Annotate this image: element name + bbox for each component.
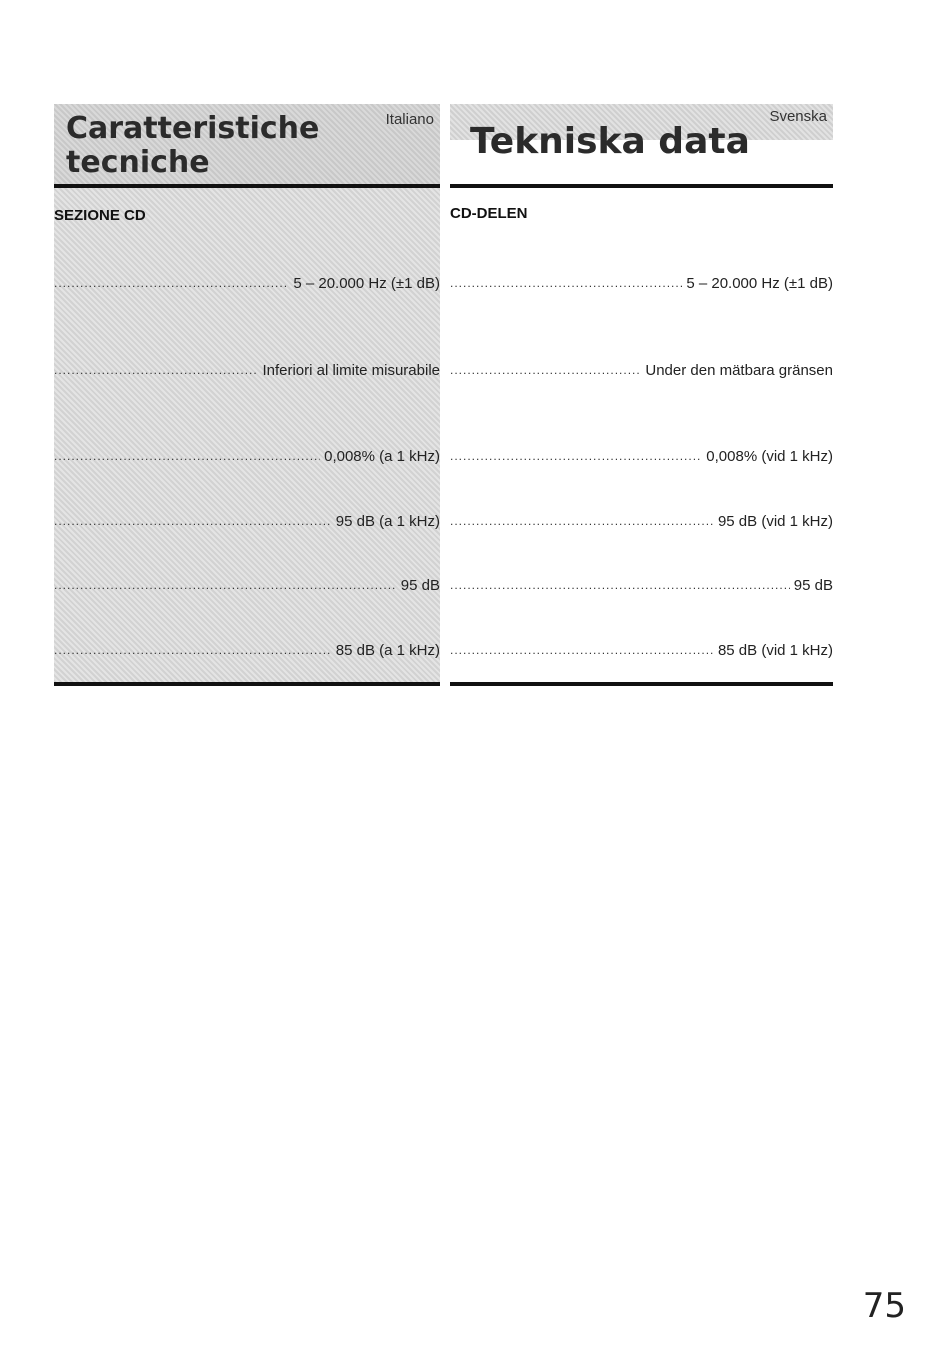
dot-leader bbox=[450, 361, 641, 379]
dot-leader bbox=[54, 512, 332, 530]
dot-leader bbox=[54, 361, 258, 379]
spec-value: 5 – 20.000 Hz (±1 dB) bbox=[293, 275, 440, 292]
spec-value: 95 dB (vid 1 kHz) bbox=[717, 513, 833, 530]
italiano-spec-row bbox=[54, 508, 440, 530]
italiano-spec-row bbox=[54, 572, 440, 594]
italiano-spec-row bbox=[54, 357, 440, 379]
svenska-spec-row bbox=[450, 637, 833, 659]
italiano-section-heading: SEZIONE CD bbox=[54, 207, 146, 224]
svenska-spec-row bbox=[450, 508, 833, 530]
italiano-shaded-area bbox=[54, 188, 440, 682]
svenska-spec-row bbox=[450, 443, 833, 465]
dot-leader bbox=[450, 274, 682, 292]
dot-leader bbox=[54, 641, 332, 659]
spec-value: 5 – 20.000 Hz (±1 dB) bbox=[686, 275, 833, 292]
svenska-top-rule bbox=[450, 184, 833, 188]
svenska-spec-row bbox=[450, 270, 833, 292]
svenska-section-heading: CD-DELEN bbox=[450, 205, 528, 222]
svenska-spec-row bbox=[450, 572, 833, 594]
italiano-bottom-rule bbox=[54, 682, 440, 686]
spec-value: 85 dB (vid 1 kHz) bbox=[717, 642, 833, 659]
spec-value: 0,008% (vid 1 kHz) bbox=[706, 448, 833, 465]
spec-value: Inferiori al limite misurabile bbox=[262, 362, 440, 379]
svenska-language-label: Svenska bbox=[769, 108, 827, 125]
dot-leader bbox=[54, 576, 397, 594]
svenska-title: Tekniska data bbox=[470, 121, 750, 162]
italiano-title: Caratteristiche tecniche bbox=[66, 111, 320, 180]
dot-leader bbox=[450, 576, 790, 594]
italiano-spec-row bbox=[54, 443, 440, 465]
italiano-spec-row bbox=[54, 270, 440, 292]
italiano-header-band bbox=[54, 104, 440, 184]
spec-value: 95 dB bbox=[793, 577, 833, 594]
italiano-language-label: Italiano bbox=[385, 111, 434, 128]
svenska-bottom-rule bbox=[450, 682, 833, 686]
dot-leader bbox=[450, 641, 714, 659]
page-number: 75 bbox=[862, 1286, 906, 1326]
spec-value: 95 dB (a 1 kHz) bbox=[335, 513, 440, 530]
dot-leader bbox=[54, 274, 289, 292]
spec-value: 0,008% (a 1 kHz) bbox=[324, 448, 440, 465]
dot-leader bbox=[450, 447, 702, 465]
italiano-spec-row bbox=[54, 637, 440, 659]
spec-value: Under den mätbara gränsen bbox=[645, 362, 833, 379]
svenska-spec-row bbox=[450, 357, 833, 379]
spec-value: 95 dB bbox=[400, 577, 440, 594]
spec-value: 85 dB (a 1 kHz) bbox=[335, 642, 440, 659]
dot-leader bbox=[450, 512, 714, 530]
dot-leader bbox=[54, 447, 320, 465]
